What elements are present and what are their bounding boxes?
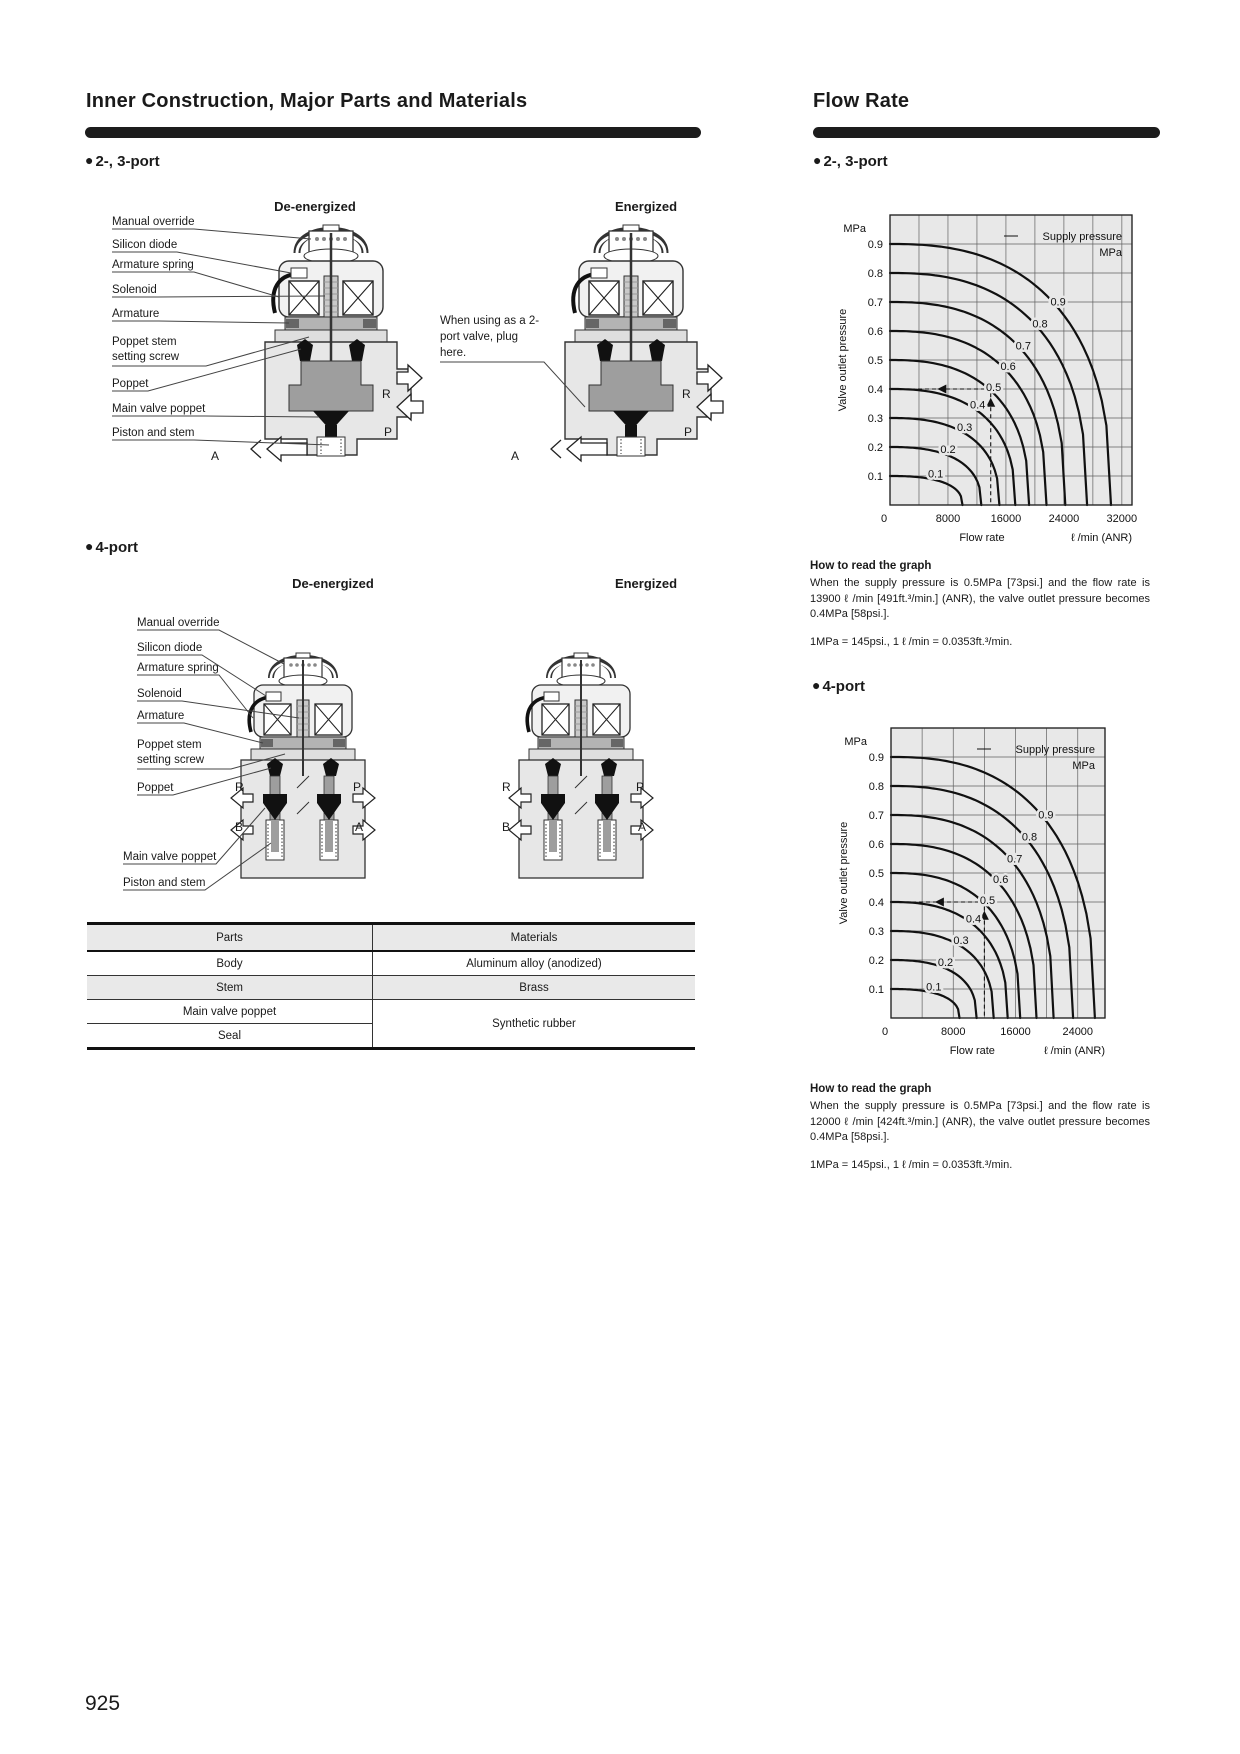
port-label-b: B — [502, 820, 511, 834]
port-label-p: P — [384, 425, 393, 439]
legend-unit: MPa — [1072, 760, 1095, 772]
x-tick-label: 16000 — [990, 513, 1022, 525]
curve-label: 0.1 — [927, 468, 944, 481]
howto-body: When the supply pressure is 0.5MPa [73psi.] and the flow rate is 13900 ℓ /min [491ft.³/min.] (ANR), the valve outlet pressure becomes 0.4MPa [58psi.]. — [810, 577, 1150, 620]
valve-cross-section — [227, 648, 377, 905]
heading-4-port-right: ● 4-port — [812, 677, 865, 695]
part-label-poppet-stem-setting-screw: Poppet stem setting screw — [112, 336, 180, 363]
valve-cross-section — [545, 219, 725, 468]
x-axis-label: Flow rate — [959, 532, 1005, 544]
y-tick-label: 0.5 — [867, 355, 883, 367]
y-tick-label: 0.3 — [867, 413, 883, 425]
diagram-state-title: Energized — [614, 199, 678, 214]
cell-material: Aluminum alloy (anodized) — [373, 951, 696, 976]
table-header-parts: Parts — [87, 924, 373, 952]
part-label-silicon-diode: Silicon diode — [112, 239, 178, 251]
curve-label: 0.9 — [1050, 296, 1066, 309]
part-label-piston-and-stem: Piston and stem — [112, 427, 195, 439]
how-to-read-graph-2 — [810, 1083, 1150, 1171]
table-row — [87, 951, 695, 976]
curve-label: 0.5 — [985, 381, 1002, 394]
diagram-4-port-deenergized — [105, 568, 440, 908]
cell-part: Main valve poppet — [87, 1000, 373, 1024]
x-axis-unit: ℓ /min (ANR) — [1071, 532, 1132, 544]
howto-conversion-note: 1MPa = 145psi., 1 ℓ /min = 0.0353ft.³/min. — [810, 635, 1013, 648]
port-label-r: R — [682, 387, 691, 401]
curve-label: 0.7 — [1015, 340, 1031, 353]
howto-heading: How to read the graph — [810, 560, 932, 572]
port-label-a: A — [355, 820, 364, 834]
flow-rate-chart-2-3-port — [800, 200, 1152, 557]
cell-material-merged: Synthetic rubber — [373, 1000, 696, 1049]
y-tick-label: 0.8 — [867, 268, 883, 280]
curve-label: 0.3 — [956, 422, 973, 434]
y-tick-label: 0.1 — [867, 471, 883, 483]
diagram-state-title: Energized — [614, 576, 678, 591]
port-label-r: R — [235, 780, 244, 794]
curve-label: 0.9 — [1038, 809, 1054, 822]
legend-title: Supply pressure — [1015, 744, 1095, 756]
part-label-manual-override: Manual override — [137, 617, 220, 629]
left-title-rule — [85, 127, 701, 138]
cell-part: Seal — [87, 1024, 373, 1049]
x-tick-label: 24000 — [1048, 513, 1080, 525]
x-tick-label: 8000 — [935, 513, 961, 525]
cell-part: Stem — [87, 976, 373, 1000]
table-header-materials: Materials — [373, 924, 696, 952]
y-tick-label: 0.2 — [867, 442, 883, 454]
valve-cross-section — [505, 648, 655, 905]
port-label-p: P — [636, 780, 645, 794]
cell-part: Body — [87, 951, 373, 976]
curve-label: 0.3 — [953, 934, 969, 947]
port-label-p: P — [353, 780, 362, 794]
parts-materials-table — [87, 922, 695, 1050]
valve-cross-section — [245, 219, 425, 468]
port-label-p: P — [684, 425, 693, 439]
part-label-armature: Armature — [137, 710, 185, 722]
curve-label: 0.6 — [1000, 361, 1016, 374]
y-tick-label: 0.7 — [867, 297, 883, 309]
legend-unit: MPa — [1099, 247, 1122, 259]
table-row — [87, 1000, 695, 1024]
curve-label: 0.5 — [979, 895, 996, 908]
cell-material: Brass — [373, 976, 696, 1000]
curve-label: 0.8 — [1032, 318, 1048, 331]
y-axis-unit: MPa — [844, 736, 867, 748]
bullet-icon: ● — [85, 152, 94, 168]
curve-label: 0.1 — [926, 981, 942, 994]
diagram-state-title: De-energized — [274, 199, 356, 214]
heading-4-port-left: ● 4-port — [85, 538, 138, 556]
x-tick-label: 0 — [880, 513, 888, 525]
y-tick-label: 0.4 — [868, 897, 884, 909]
table-row — [87, 976, 695, 1000]
part-label-silicon-diode: Silicon diode — [137, 642, 203, 654]
part-label-main-valve-poppet: Main valve poppet — [123, 851, 217, 863]
part-label-poppet-stem-setting-screw: Poppet stem setting screw — [137, 739, 205, 766]
heading-2-3-port-right: ● 2-, 3-port — [813, 152, 888, 170]
y-tick-label: 0.9 — [868, 752, 884, 764]
right-page-title: Flow Rate — [813, 90, 910, 112]
part-label-poppet: Poppet — [112, 378, 149, 390]
y-tick-label: 0.1 — [868, 984, 884, 996]
x-tick-label: 24000 — [1062, 1026, 1094, 1038]
x-tick-label: 32000 — [1106, 513, 1138, 525]
y-tick-label: 0.3 — [868, 926, 884, 938]
page-number: 925 — [85, 1692, 121, 1715]
y-tick-label: 0.8 — [868, 781, 884, 793]
legend-title: Supply pressure — [1042, 231, 1122, 243]
curve-label: 0.2 — [937, 957, 954, 969]
y-axis-unit: MPa — [843, 223, 866, 235]
x-axis-label: Flow rate — [949, 1045, 995, 1057]
y-tick-label: 0.2 — [868, 955, 884, 967]
part-label-manual-override: Manual override — [112, 216, 195, 228]
y-tick-label: 0.7 — [868, 810, 884, 822]
part-label-piston-and-stem: Piston and stem — [123, 877, 206, 889]
x-axis-unit: ℓ /min (ANR) — [1044, 1045, 1105, 1057]
two-port-plug-note: When using as a 2-port valve, plug here. — [440, 315, 540, 359]
curve-label: 0.6 — [993, 874, 1009, 887]
bullet-icon: ● — [812, 677, 821, 693]
diagram-2-3-port-deenergized — [105, 195, 440, 475]
part-label-solenoid: Solenoid — [137, 688, 182, 700]
y-axis-label: Valve outlet pressure — [837, 308, 849, 412]
part-label-main-valve-poppet: Main valve poppet — [112, 403, 206, 415]
heading-2-3-port-left: ● 2-, 3-port — [85, 152, 160, 170]
diagram-2-3-port-energized — [440, 195, 710, 475]
curve-label: 0.4 — [965, 913, 982, 926]
y-tick-label: 0.6 — [867, 326, 883, 338]
howto-heading: How to read the graph — [810, 1083, 932, 1095]
port-label-a: A — [638, 820, 647, 834]
howto-conversion-note: 1MPa = 145psi., 1 ℓ /min = 0.0353ft.³/min. — [810, 1158, 1013, 1171]
diagram-state-title: De-energized — [292, 576, 374, 591]
port-label-a: A — [511, 449, 520, 463]
port-label-a: A — [211, 449, 220, 463]
howto-body: When the supply pressure is 0.5MPa [73psi.] and the flow rate is 12000 ℓ /min [424ft.³/min.] (ANR), the valve outlet pressure becomes 0.4MPa [58psi.]. — [810, 1100, 1150, 1143]
part-label-poppet: Poppet — [137, 782, 174, 794]
flow-rate-chart-4-port — [800, 713, 1152, 1070]
port-label-b: B — [235, 820, 244, 834]
port-label-r: R — [502, 780, 511, 794]
y-tick-label: 0.4 — [867, 384, 883, 396]
x-tick-label: 0 — [881, 1026, 889, 1038]
bullet-icon: ● — [813, 152, 822, 168]
part-label-armature-spring: Armature spring — [112, 259, 194, 271]
how-to-read-graph-1 — [810, 560, 1150, 648]
part-label-solenoid: Solenoid — [112, 284, 157, 296]
x-tick-label: 8000 — [941, 1026, 966, 1038]
y-tick-label: 0.6 — [868, 839, 884, 851]
x-tick-label: 16000 — [1000, 1026, 1031, 1038]
part-label-armature-spring: Armature spring — [137, 662, 219, 674]
y-tick-label: 0.5 — [868, 868, 884, 880]
y-tick-label: 0.9 — [867, 239, 883, 251]
bullet-icon: ● — [85, 538, 94, 554]
port-label-r: R — [382, 387, 391, 401]
curve-label: 0.4 — [970, 399, 986, 412]
left-page-title: Inner Construction, Major Parts and Materials — [86, 90, 528, 112]
right-title-rule — [813, 127, 1160, 138]
curve-label: 0.7 — [1007, 853, 1023, 866]
diagram-4-port-energized — [440, 568, 710, 908]
y-axis-label: Valve outlet pressure — [838, 821, 850, 925]
curve-label: 0.8 — [1021, 831, 1038, 844]
part-label-armature: Armature — [112, 308, 160, 320]
curve-label: 0.2 — [940, 443, 956, 456]
